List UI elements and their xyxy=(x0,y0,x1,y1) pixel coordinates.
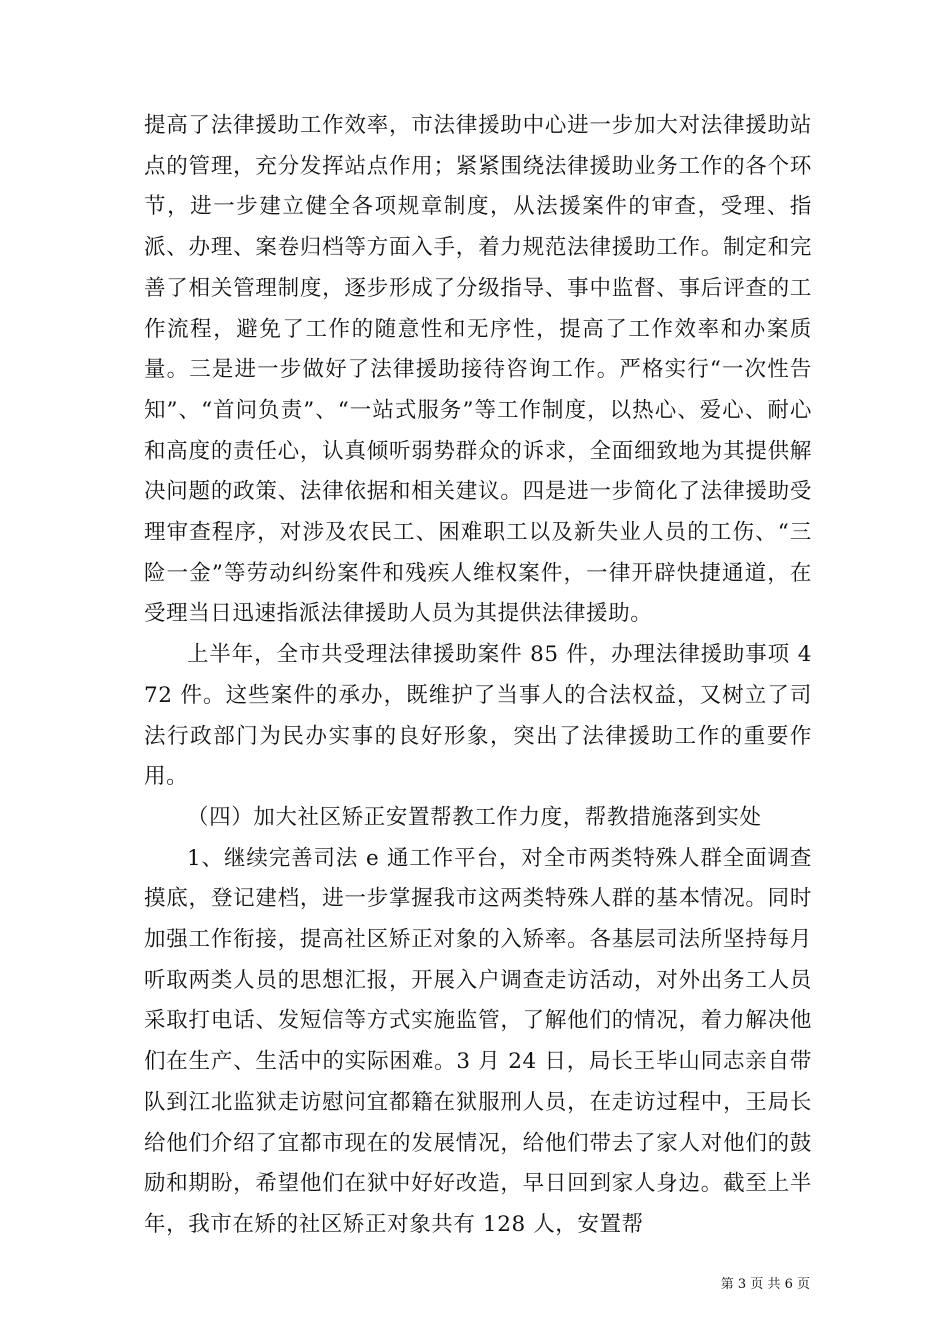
paragraph-legal-aid-efficiency: 提高了法律援助工作效率，市法律援助中心进一步加大对法律援助站点的管理，充分发挥站点作用；紧紧围绕法律援助业务工作的各个环节，进一步建立健全各项规章制度，从法援案件的审查，受理、指派、办理、案卷归档等方面入手，着力规范法律援助工作。制定和完善了相关管理制度，逐步形成了分级指导、事中监督、事后评查的工作流程，避免了工作的随意性和无序性，提高了工作效率和办案质量。三是进一步做好了法律援助接待咨询工作。严格实行“一次性告知”、“首问负责”、“一站式服务”等工作制度，以热心、爱心、耐心和高度的责任心，认真倾听弱势群众的诉求，全面细致地为其提供解决问题的政策、法律依据和相关建议。四是进一步简化了法律援助受理审查程序，对涉及农民工、困难职工以及新失业人员的工伤、“三险一金”等劳动纠纷案件和残疾人维权案件，一律开辟快捷通道，在受理当日迅速指派法律援助人员为其提供法律援助。 xyxy=(144,113,812,627)
page-number-footer: 第 3 页 共 6 页 xyxy=(720,1277,810,1292)
paragraph-platform-improvement: 1、继续完善司法 e 通工作平台，对全市两类特殊人群全面调查摸底，登记建档，进一步掌握我市这两类特殊人群的基本情况。同时加强工作衔接，提高社区矫正对象的入矫率。各基层司法所坚持每月听取两类人员的思想汇报，开展入户调查走访活动，对外出务工人员采取打电话、发短信等方式实施监管，了解他们的情况，着力解决他们在生产、生活中的实际困难。3 月 24 日，局长王毕山同志亲自带队到江北监狱走访慰问宜都籍在狱服刑人员，在走访过程中，王局长给他们介绍了宜都市现在的发展情况，给他们带去了家人对他们的鼓励和期盼，希望他们在狱中好好改造，早日回到家人身边。截至上半年，我市在矫的社区矫正对象共有 128 人，安置帮 xyxy=(144,845,812,1237)
section-heading-community-correction: （四）加大社区矫正安置帮教工作力度，帮教措施落到实处 xyxy=(187,804,762,830)
document-body xyxy=(144,106,812,1246)
paragraph-first-half-cases: 上半年，全市共受理法律援助案件 85 件，办理法律援助事项 472 件。这些案件的承办，既维护了当事人的合法权益，又树立了司法行政部门为民办实事的良好形象，突出了法律援助工作的重要作用。 xyxy=(144,642,812,790)
